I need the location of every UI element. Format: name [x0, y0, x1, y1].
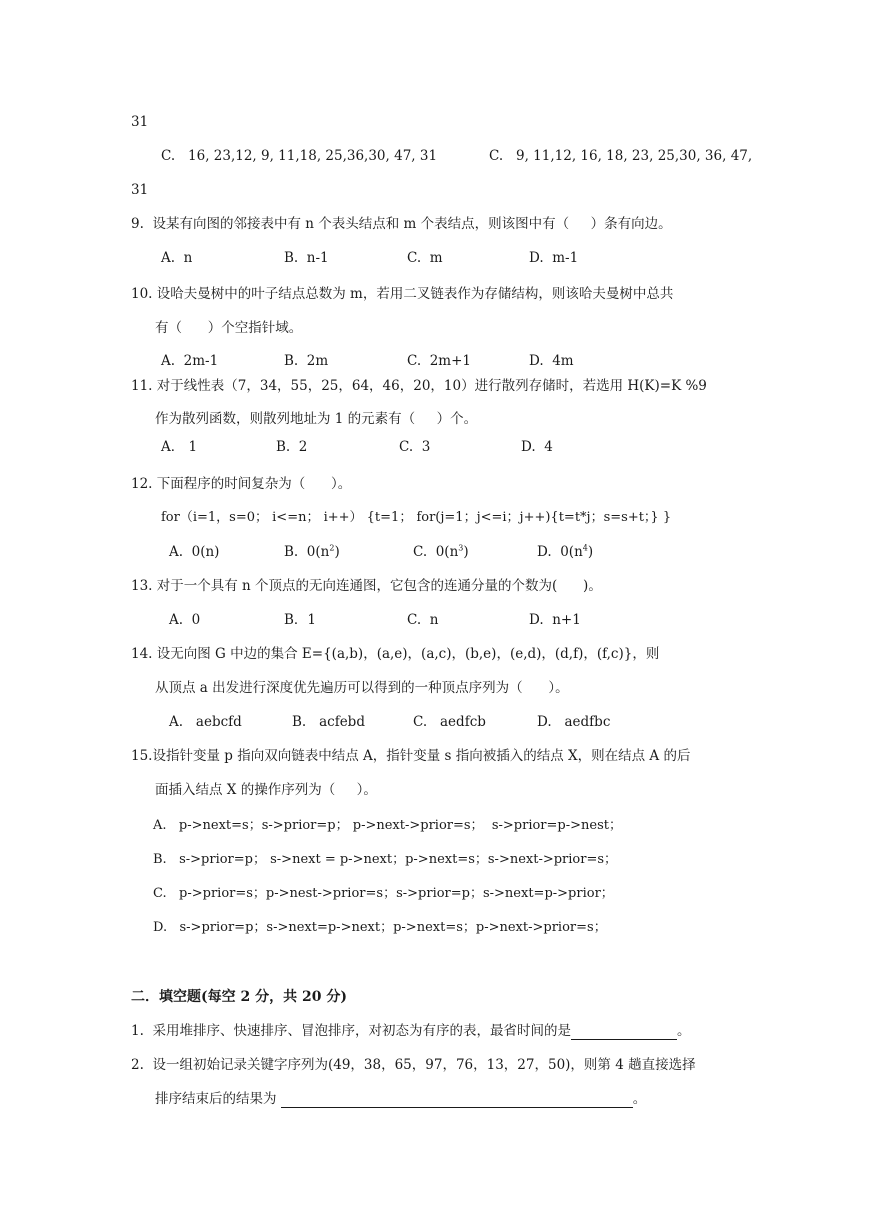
q11-stem-line1: 11. 对于线性表（7，34，55，25，64，46，20，10）进行散列存储时，若选用 H(K)=K %9 — [131, 378, 707, 394]
prev-tail-line1: 31 — [131, 114, 149, 130]
q10-stem-line1: 10. 设哈夫曼树中的叶子结点总数为 m，若用二叉链表作为存储结构，则该哈夫曼树中总共 — [131, 286, 674, 302]
q14-option-a: A. aebcfd — [169, 714, 242, 730]
q15-option-c: C. p->prior=s；p->nest->prior=s；s->prior=p；s->next=p->prior； — [153, 886, 614, 901]
q9-option-c: C. m — [407, 250, 443, 266]
q11-option-a: A． 1 — [161, 439, 198, 455]
q14-stem-line1: 14. 设无向图 G 中边的集合 E={(a,b)，(a,e)，(a,c)，(b,e)，(e,d)，(d,f)，(f,c)}，则 — [131, 646, 660, 662]
q13-option-a: A. 0 — [169, 612, 201, 628]
q13-stem: 13. 对于一个具有 n 个顶点的无向连通图，它包含的连通分量的个数为( )。 — [131, 578, 602, 594]
q9-option-a: A. n — [161, 250, 193, 266]
q12-option-b: B. $0(n^2)$ — [284, 543, 340, 560]
prev-option-c1: C. 16, 23,12, 9, 11,18, 25,36,30, 47, 31 — [161, 148, 438, 164]
q11-stem-line2: 作为散列函数，则散列地址为 1 的元素有（ ）个。 — [155, 411, 478, 427]
q10-option-a: A. 2m-1 — [161, 353, 219, 369]
q15-option-b: B. s->prior=p； s->next = p->next；p->next=s；s->next->prior=s； — [153, 852, 618, 867]
q15-stem-line1: 15.设指针变量 p 指向双向链表中结点 A，指针变量 s 指向被插入的结点 X，则在结点 A 的后 — [131, 748, 691, 764]
q9-option-d: D. m-1 — [529, 250, 579, 266]
q11-option-d: D. 4 — [521, 439, 553, 455]
q12-option-d: D. $0(n^4)$ — [537, 543, 594, 560]
q12-stem: 12. 下面程序的时间复杂为（ ）。 — [131, 476, 352, 492]
q15-stem-line2: 面插入结点 X 的操作序列为（ ）。 — [155, 782, 377, 798]
section2-title: 二．填空题(每空 2 分，共 20 分) — [131, 989, 347, 1005]
q10-option-b: B. 2m — [284, 353, 329, 369]
q13-option-d: D. n+1 — [529, 612, 581, 628]
q14-option-d: D. aedfbc — [537, 714, 611, 730]
q10-stem-line2: 有（ ）个空指针域。 — [155, 320, 303, 336]
q9-stem: 9. 设某有向图的邻接表中有 n 个表头结点和 m 个表结点，则该图中有（ ）条有向边。 — [131, 216, 672, 232]
q10-option-d: D. 4m — [529, 353, 574, 369]
q12-option-a: A. 0(n) — [169, 544, 220, 560]
q12-option-c: C. $0(n^3)$ — [413, 543, 469, 560]
q15-option-d: D. s->prior=p；s->next=p->next；p->next=s；p->next->prior=s； — [153, 920, 607, 935]
q14-option-b: B. acfebd — [292, 714, 365, 730]
q13-option-b: B．1 — [284, 612, 317, 628]
fill-blank-1 — [571, 1025, 677, 1040]
q10-option-c: C. 2m+1 — [407, 353, 472, 369]
q14-stem-line2: 从顶点 a 出发进行深度优先遍历可以得到的一种顶点序列为（ ）。 — [155, 680, 569, 696]
fill-question-2-line1: 2. 设一组初始记录关键字序列为(49，38，65，97，76，13，27，50)，则第 4 趟直接选择 — [131, 1057, 696, 1073]
fill-question-1: 1. 采用堆排序、快速排序、冒泡排序，对初态为有序的表，最省时间的是 。 — [131, 1023, 691, 1039]
q13-option-c: C. n — [407, 612, 439, 628]
q14-option-c: C. aedfcb — [413, 714, 486, 730]
fill-blank-2 — [281, 1093, 633, 1108]
q11-option-c: C. 3 — [399, 439, 431, 455]
q9-option-b: B. n-1 — [284, 250, 329, 266]
fill-question-2-line2: 排序结束后的结果为 。 — [155, 1091, 647, 1107]
q11-option-b: B. 2 — [276, 439, 308, 455]
q12-code: for（i=1，s=0； i<=n； i++） {t=1； for(j=1；j<=i；j++){t=t*j；s=s+t；} } — [161, 510, 672, 525]
q15-option-a: A. p->next=s；s->prior=p； p->next->prior=s； s->prior=p->nest； — [153, 818, 622, 833]
prev-tail-line2: 31 — [131, 182, 149, 198]
prev-option-c2: C. 9, 11,12, 16, 18, 23, 25,30, 36, 47, — [489, 148, 753, 164]
